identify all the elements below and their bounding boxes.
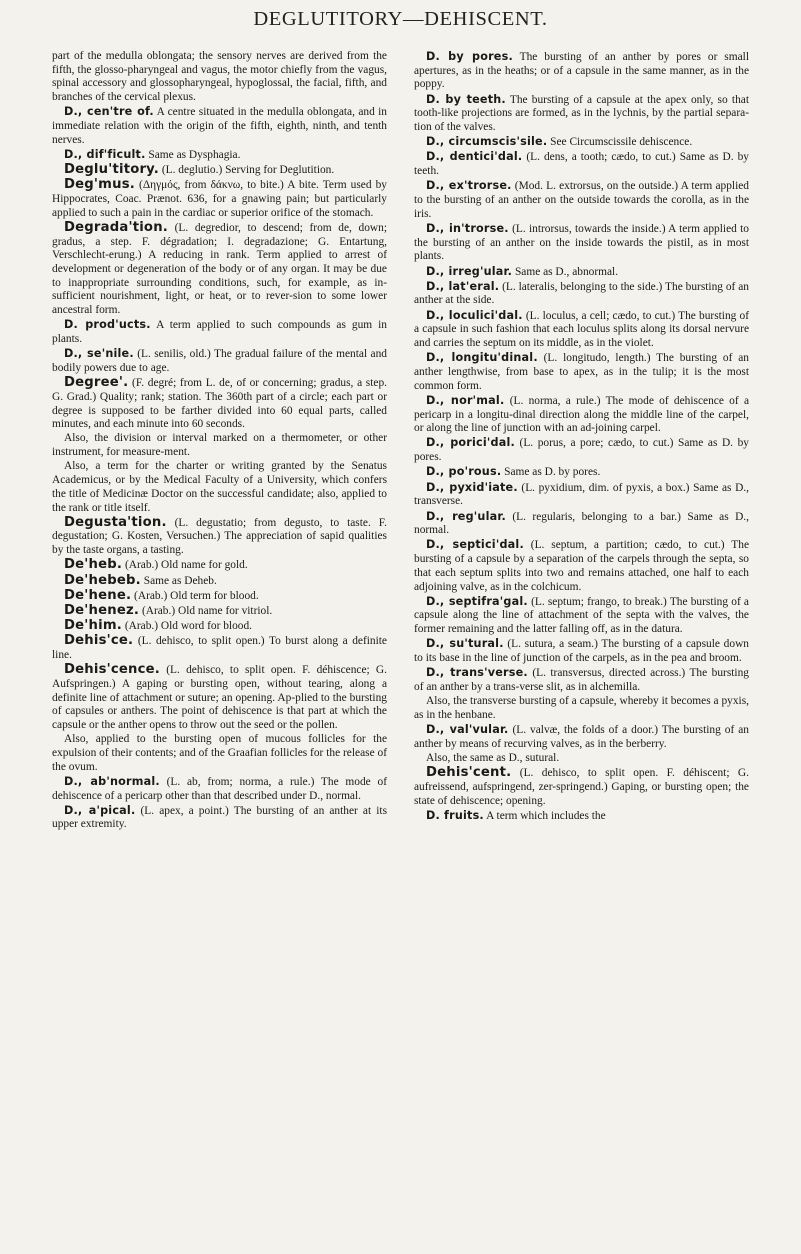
entry-text: (L. porus, a pore; cædo, to cut.) Same as D. by pores. [414, 437, 749, 464]
entry-headword: De'him. [64, 618, 122, 634]
dictionary-entry [52, 733, 387, 774]
dictionary-entry [414, 179, 749, 221]
entry-headword: D., septici'dal. [426, 538, 524, 552]
entry-headword: D. prod'ucts. [64, 318, 151, 332]
entry-text: (L. sutura, a seam.) The bursting of a capsule down to its base in the line of junction of the carpels, as in the pea and broom. [414, 638, 749, 665]
entry-text: See Circumscissile dehiscence. [547, 136, 693, 149]
dictionary-entry [52, 460, 387, 515]
entry-text: (L. senilis, old.) The gradual failure of the mental and bodily powers due to age. [52, 348, 387, 374]
entry-headword: Deglu'titory. [64, 162, 159, 178]
entry-text: (L. introrsus, towards the inside.) A term applied to the bursting of an anther on the inside towards the pistil, as in most plants. [414, 222, 749, 263]
entry-headword: De'hene. [64, 587, 132, 603]
entry-headword: Degree'. [64, 375, 129, 391]
entry-headword: D., se'nile. [64, 347, 134, 361]
entry-text: Also, the transverse bursting of a capsule, whereby it becomes a pyxis, as in the henbane. [414, 695, 749, 721]
entry-text: Also, applied to the bursting open of mucous follicles for the expulsion of their contents; and of the Graafian follicles for the release of the ovum. [52, 733, 387, 773]
entry-text: A term applied to such compounds as gum in plants. [52, 319, 388, 346]
entry-headword: D. by pores. [426, 50, 513, 63]
entry-headword: De'henez. [64, 602, 140, 618]
dictionary-entry [414, 766, 749, 808]
entry-headword: D., a'pical. [64, 803, 136, 817]
entry-text: (L. degustatio; from degusto, to taste. F. degustation; G. Kosten, Versuchen.) The appreciation of sapid qualities by the taste organs, a tasting. [52, 516, 387, 557]
entry-headword: Deg'mus. [64, 177, 135, 193]
entry-headword: D., po'rous. [426, 465, 502, 479]
entry-text: (Arab.) Old name for gold. [122, 559, 248, 572]
dictionary-entry [414, 752, 749, 766]
dictionary-entry [414, 135, 749, 150]
entry-text: (L. degredior, to descend; from de, down; gradus, a step. F. dégradation; I. degradazione; G. Entartung, Verschlecht-erung.) A reducing in rank. Term applied to arrest of development or degeneration of the body or of any organ. It may be due to inappropriate surrounding conditions, such, for example, as in-sufficient nourishment, light, or heat, or to rever-sion to some lower ancestral form. [52, 221, 387, 317]
entry-text: (L. norma, a rule.) The mode of dehiscence of a pericarp in a longitu-dinal direction along the middle line of the carpel, or along the line of junction with an ad-joining carpel. [414, 394, 749, 435]
dictionary-entry [414, 436, 749, 464]
dictionary-entry [52, 775, 387, 803]
left-column [52, 50, 387, 832]
entry-headword: D., lat'eral. [426, 279, 500, 293]
entry-text: (L. transversus, directed across.) The bursting of an anther by a trans-verse slit, as in alchemilla. [414, 667, 749, 693]
entry-text: (L. septum, a partition; cædo, to cut.) The bursting of a capsule by a separation of the carpels through the septa, so that each septum splits into two and remains attached, one half to each adjoining valve, as in the colchicum. [414, 539, 749, 593]
entry-text: (L. dens, a tooth; cædo, to cut.) Same as D. by teeth. [414, 151, 749, 178]
entry-text: Also, a term for the charter or writing granted by the Senatus Academicus, or by the Medical Faculty of a University, which confers the title of Medicinæ Doctor on the successful candidate; also, applied to the rank or title itself. [52, 460, 387, 514]
dictionary-entry [52, 178, 387, 220]
dictionary-entry [414, 595, 749, 637]
dictionary-entry [414, 265, 749, 280]
dictionary-entry [52, 148, 387, 163]
entry-text: (L. regularis, belonging to a bar.) Same as D., normal. [414, 510, 749, 537]
entry-text: (Mod. L. extrorsus, on the outside.) A term applied to the bursting of an anther on the outside towards the corolla, as in the iris. [414, 180, 749, 220]
entry-text: (F. degré; from L. de, of or concerning; gradus, a step. G. Grad.) Quality; rank; station. The 360th part of a circle; each part or degree is supposed to be farther divided into 60 equal parts, called minutes, and each minute into 60 seconds. [52, 377, 387, 431]
dictionary-entry [414, 222, 749, 264]
entry-text: Same as D., abnormal. [512, 265, 619, 278]
dictionary-entry [414, 50, 749, 92]
dictionary-entry [52, 163, 387, 178]
entry-text: (L. loculus, a cell; cædo, to cut.) The bursting of a capsule in such fashion that each loculus splits along its dorsal nervure and carries the septum on its middle, as in the violet. [414, 309, 749, 350]
entry-text: (L. pyxidium, dim. of pyxis, a box.) Same as D., transverse. [414, 481, 749, 508]
entry-text: (Δηγμός, from δάκνω, to bite.) A bite. Term used by Hippocrates, Coac. Prænot. 636, for a gnawing pain; but particularly applied to such a pain in the cardiac or superior orifice of the stomach. [52, 179, 387, 219]
entry-text: Same as Dysphagia. [145, 148, 241, 161]
dictionary-entry [414, 309, 749, 351]
entry-text: (L. apex, a point.) The bursting of an anther at its upper extremity. [52, 804, 388, 831]
dictionary-entry [414, 465, 749, 480]
dictionary-entry [52, 589, 387, 604]
dictionary-entry [414, 809, 749, 824]
entry-headword: D., cen'tre of. [64, 105, 154, 119]
right-column [414, 50, 749, 823]
dictionary-entry [414, 666, 749, 694]
dictionary-entry [52, 604, 387, 619]
dictionary-entry [414, 695, 749, 722]
dictionary-entry [52, 221, 387, 318]
entry-headword: D., val'vular. [426, 723, 509, 737]
dictionary-entry [52, 516, 387, 558]
entry-headword: D., reg'ular. [426, 509, 506, 523]
dictionary-entry [52, 376, 387, 432]
entry-text: Same as Deheb. [140, 574, 217, 587]
dictionary-entry [52, 318, 387, 346]
entry-text: (L. lateralis, belonging to the side.) The bursting of an anther at the side. [414, 280, 749, 307]
dictionary-entry [414, 723, 749, 751]
entry-headword: Dehis'cence. [64, 662, 161, 678]
dictionary-entry [414, 93, 749, 135]
dictionary-entry [414, 510, 749, 538]
dictionary-entry [414, 637, 749, 665]
entry-headword: D., circumscis'sile. [426, 135, 548, 149]
entry-headword: D., septifra'gal. [426, 594, 528, 608]
entry-headword: D., loculici'dal. [426, 308, 523, 322]
running-head: DEGLUTITORY—DEHISCENT. [253, 8, 548, 30]
entry-headword: D., porici'dal. [426, 436, 515, 450]
dictionary-entry [52, 347, 387, 375]
dictionary-entry [414, 481, 749, 509]
entry-text: (L. longitudo, length.) The bursting of an anther lengthwise, from base to apex, as in the tulip; it is the most common form. [414, 352, 749, 392]
entry-text: The bursting of an anther by pores or small apertures, as in the heaths; or of a capsule in the same manner, as in the poppy. [414, 51, 749, 91]
entry-text: (Arab.) Old word for blood. [122, 620, 253, 633]
dictionary-entry [52, 432, 387, 459]
entry-text: (L. septum; frango, to break.) The bursting of a capsule along the line of attachment of the septa with the valves, the former remaining and the latter falling off, as in the datura. [414, 595, 749, 636]
entry-text: Same as D. by pores. [501, 466, 601, 479]
dictionary-entry [414, 538, 749, 594]
entry-headword: D., nor'mal. [426, 393, 505, 407]
entry-text: Also, the same as D., sutural. [426, 751, 560, 764]
entry-headword: D., su'tural. [426, 637, 504, 651]
entry-headword: D., in'trorse. [426, 221, 509, 235]
entry-text: Also, the division or interval marked on a thermometer, or other instrument, for measure-ment. [52, 432, 387, 459]
entry-text: (L. deglutio.) Serving for Deglutition. [158, 164, 335, 177]
entry-text: (L. dehisco, to split open. F. déhiscent; G. aufreissend, aufspringend, zer-springend.) Gaping, or bursting open; the state of dehiscence; opening. [414, 767, 749, 807]
dictionary-entry [52, 574, 387, 589]
entry-text: (L. dehisco, to split open. F. déhiscence; G. Aufspringen.) A gaping or bursting open, without tearing, along a definite line of attachment or suture; an opening. Ap-plied to the bursting of capsules or anthers. The point of dehiscence is that part at which the capsule or the anther opens to throw out the seed or the pollen. [52, 664, 387, 732]
entry-text: (Arab.) Old name for vitriol. [139, 604, 273, 617]
entry-headword: D., ex'trorse. [426, 179, 512, 193]
entry-headword: D. by teeth. [426, 92, 506, 106]
entry-headword: D., trans'verse. [426, 666, 528, 680]
entry-headword: D., dentici'dal. [426, 150, 523, 164]
entry-headword: Dehis'cent. [426, 765, 512, 781]
dictionary-entry [414, 150, 749, 178]
entry-headword: Dehis'ce. [64, 633, 134, 649]
dictionary-entry [414, 394, 749, 436]
entry-headword: D., longitu'dinal. [426, 351, 538, 365]
entry-text: (L. dehisco, to split open.) To burst along a definite line. [52, 635, 387, 662]
dictionary-entry [52, 634, 387, 662]
entry-text: A centre situated in the medulla oblongata, and in immediate relation with the origin of the fifth, eighth, ninth, and tenth nerves. [52, 106, 387, 146]
dictionary-entry [52, 50, 387, 105]
dictionary-entry [52, 105, 387, 147]
dictionary-entry [52, 804, 387, 832]
entry-text: part of the medulla oblongata; the sensory nerves are derived from the fifth, the glosso-pharyngeal and vagus, the motor chiefly from the vagus, spinal accessory and glossopharyngeal, hypoglossal, the facial, fifth, and branches of the cervical plexus. [52, 50, 387, 104]
entry-headword: De'hebeb. [64, 572, 141, 588]
entry-text: The bursting of a capsule at the apex only, so that tooth-like projections are formed, as in the lychnis, by the partial separa-tion of the valves. [414, 93, 749, 134]
dictionary-entry [52, 663, 387, 733]
entry-headword: D., dif'ficult. [64, 147, 146, 161]
entry-text: A term which includes the [483, 809, 606, 822]
entry-headword: D., pyxid'iate. [426, 480, 518, 494]
dictionary-entry [414, 351, 749, 393]
dictionary-entry [52, 558, 387, 573]
entry-headword: D. fruits. [426, 808, 484, 822]
entry-text: (L. ab, from; norma, a rule.) The mode of dehiscence of a pericarp other than that described under D., normal. [52, 775, 387, 802]
entry-headword: De'heb. [64, 557, 123, 573]
entry-headword: Degusta'tion. [64, 514, 167, 530]
entry-text: (L. valvæ, the folds of a door.) The bursting of an anther by means of recurving valves, as in the berberry. [414, 724, 749, 750]
dictionary-entry [52, 619, 387, 634]
entry-headword: Degrada'tion. [64, 219, 168, 235]
entry-text: (Arab.) Old term for blood. [131, 589, 259, 602]
entry-headword: D., ab'normal. [64, 774, 160, 788]
entry-headword: D., irreg'ular. [426, 264, 513, 278]
dictionary-entry [414, 280, 749, 308]
